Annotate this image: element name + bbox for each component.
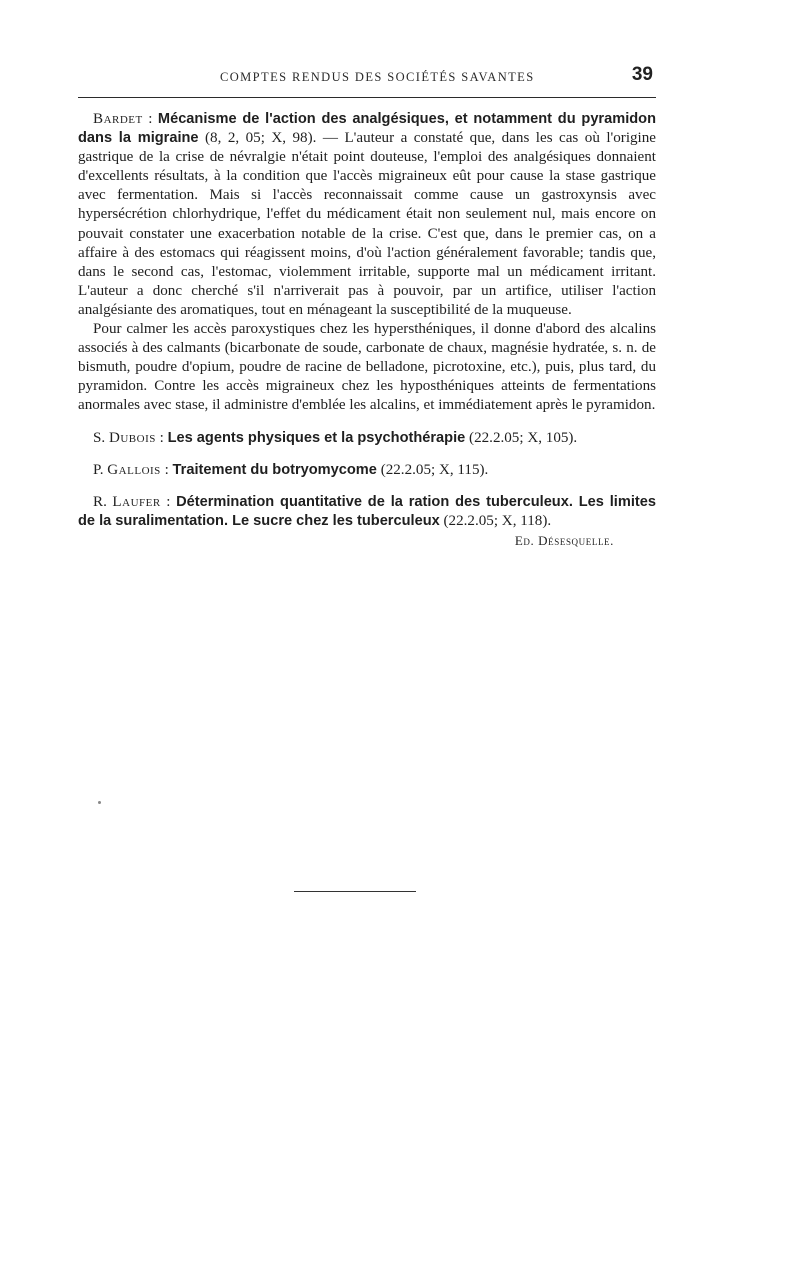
page-number: 39 [631,64,653,85]
entry-author: Laufer [112,493,161,510]
entry-title: Détermination quantitative de la ration des tuberculeux. Les limites de la suralimentation. Le sucre chez les tuberculeux [78,493,656,529]
entry-separator: : [164,461,173,478]
running-head [78,62,656,92]
entry-title: Mécanisme de l'action des analgésiques, et notamment du pyramidon dans la migraine [78,111,657,147]
entry-separator: : [166,493,177,510]
entry-reference: (22.2.05; X, 118). [443,512,552,529]
section-end-rule [294,891,416,892]
entry-initial: R. [93,493,107,510]
entry-author: Gallois [107,461,161,478]
running-title: COMPTES RENDUS DES SOCIÉTÉS SAVANTES [220,70,535,84]
entry-initial: P. [93,461,104,478]
print-speck [98,801,101,804]
entry-separator: : [148,111,158,127]
entry-paragraph: Pour calmer les accès paroxystiques chez les hypersthéniques, il donne d'abord des alcalins associés à des calmants (bicarbonate de soude, carbonate de chaux, magnésie hydratée, s. n. de bismuth, poudre d'opium, poudre de racine de belladone, picrotoxine, etc.), puis, plus tard, du pyramidon. Contre les accès migraineux chez les hyposthéniques atteints de fermentations anormales avec stase, il administre d'emblée les alcalins, et immédiatement après le pyramidon. [78,321,656,414]
entry-title: Les agents physiques et la psychothérapie [167,429,466,446]
entry-bardet [78,110,656,320]
entry-author: Dubois [108,429,156,446]
entry-dubois [78,429,656,448]
entry-reference: (22.2.05; X, 115). [380,461,489,478]
abstracts-body [78,110,656,550]
reviewer-signature: Ed. Désesquelle. [514,532,614,548]
header-rule [78,97,656,98]
entry-gallois [78,461,656,480]
entry-initial: S. [93,429,106,446]
entry-text: — L'auteur a constaté que, dans les cas où l'origine gastrique de la crise de névralgie n'était point douteuse, l'emploi des analgésiques donnaient d'excellents résultats, à la condition que l'accès migraineux eût pour cause la stase gastrique avec fermentation. Mais si l'accès reconnaissait comme cause un gastroxynsis avec hypersécrétion chlorhydrique, l'effet du médicament était non seulement nul, mais encore on pouvait constater une exacerbation notable de la crise. C'est que, dans le premier cas, on a affaire à des estomacs qui réagissent moins, d'où l'action généralement favorable; tandis que, dans le second cas, l'estomac, violemment irritable, supporte mal un médicament irritant. L'auteur a donc cherché s'il n'arriverait pas à pouvoir, par un artifice, utiliser l'action analgésiante des aromatiques, tout en ménageant la susceptibilité de la muqueuse. [78,130,656,318]
page [78,62,656,550]
entry-separator: : [159,429,168,446]
entry-title: Traitement du botryomycome [172,461,377,478]
entry-laufer [78,493,656,550]
entry-author: Bardet [93,111,143,127]
entry-reference: (8, 2, 05; X, 98). [205,130,317,147]
entry-reference: (22.2.05; X, 105). [469,429,578,446]
